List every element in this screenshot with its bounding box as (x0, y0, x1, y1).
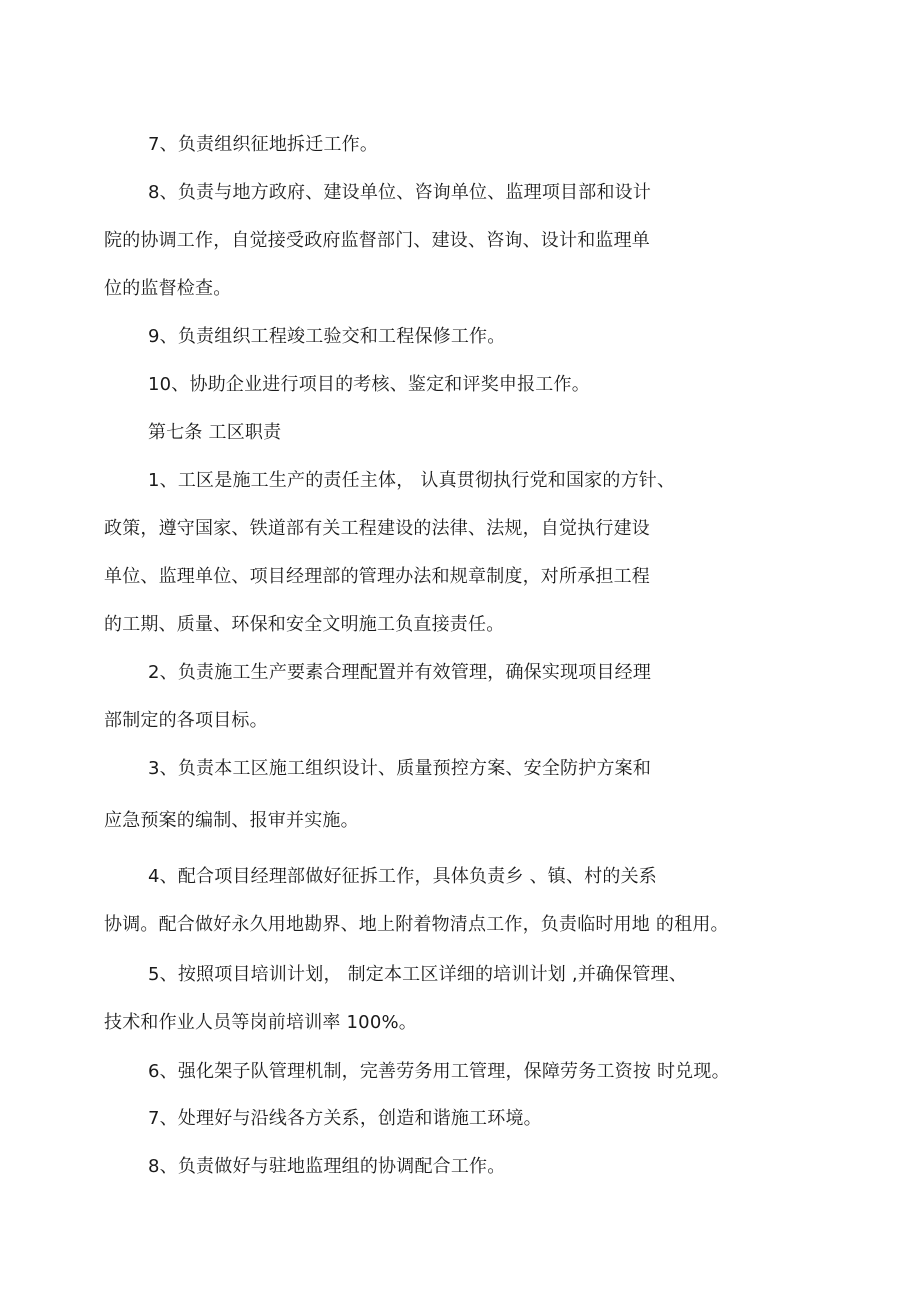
text-line: 位的监督检查。 (104, 278, 232, 299)
text-line: 单位、监理单位、项目经理部的管理办法和规章制度，对所承担工程 (104, 566, 650, 587)
text-line: 4、配合项目经理部做好征拆工作，具体负责乡 、镇、村的关系 (148, 866, 657, 887)
text-line: 6、强化架子队管理机制，完善劳务用工管理，保障劳务工资按 时兑现。 (148, 1061, 730, 1082)
text-line: 8、负责与地方政府、建设单位、咨询单位、监理项目部和设计 (148, 182, 652, 203)
text-line: 的工期、质量、环保和安全文明施工负直接责任。 (104, 614, 505, 635)
text-line: 协调。配合做好永久用地勘界、地上附着物清点工作，负责临时用地 的租用。 (104, 914, 729, 935)
text-line: 10、协助企业进行项目的考核、鉴定和评奖申报工作。 (148, 374, 590, 395)
text-line: 政策，遵守国家、铁道部有关工程建设的法律、法规，自觉执行建设 (104, 518, 650, 539)
text-line: 8、负责做好与驻地监理组的协调配合工作。 (148, 1156, 506, 1177)
text-line: 9、负责组织工程竣工验交和工程保修工作。 (148, 326, 506, 347)
text-line: 3、负责本工区施工组织设计、质量预控方案、安全防护方案和 (148, 758, 652, 779)
text-line: 7、负责组织征地拆迁工作。 (148, 134, 379, 155)
section-heading: 第七条 工区职责 (148, 422, 282, 443)
text-line: 1、工区是施工生产的责任主体， 认真贯彻执行党和国家的方针、 (148, 470, 676, 491)
text-line: 2、负责施工生产要素合理配置并有效管理，确保实现项目经理 (148, 662, 652, 683)
text-line: 院的协调工作，自觉接受政府监督部门、建设、咨询、设计和监理单 (104, 230, 650, 251)
text-line: 部制定的各项目标。 (104, 710, 268, 731)
text-line: 5、按照项目培训计划， 制定本工区详细的培训计划 ,并确保管理、 (148, 964, 688, 985)
text-line: 7、处理好与沿线各方关系，创造和谐施工环境。 (148, 1108, 542, 1129)
text-line: 技术和作业人员等岗前培训率 100%。 (104, 1012, 417, 1033)
text-line: 应急预案的编制、报审并实施。 (104, 810, 359, 831)
